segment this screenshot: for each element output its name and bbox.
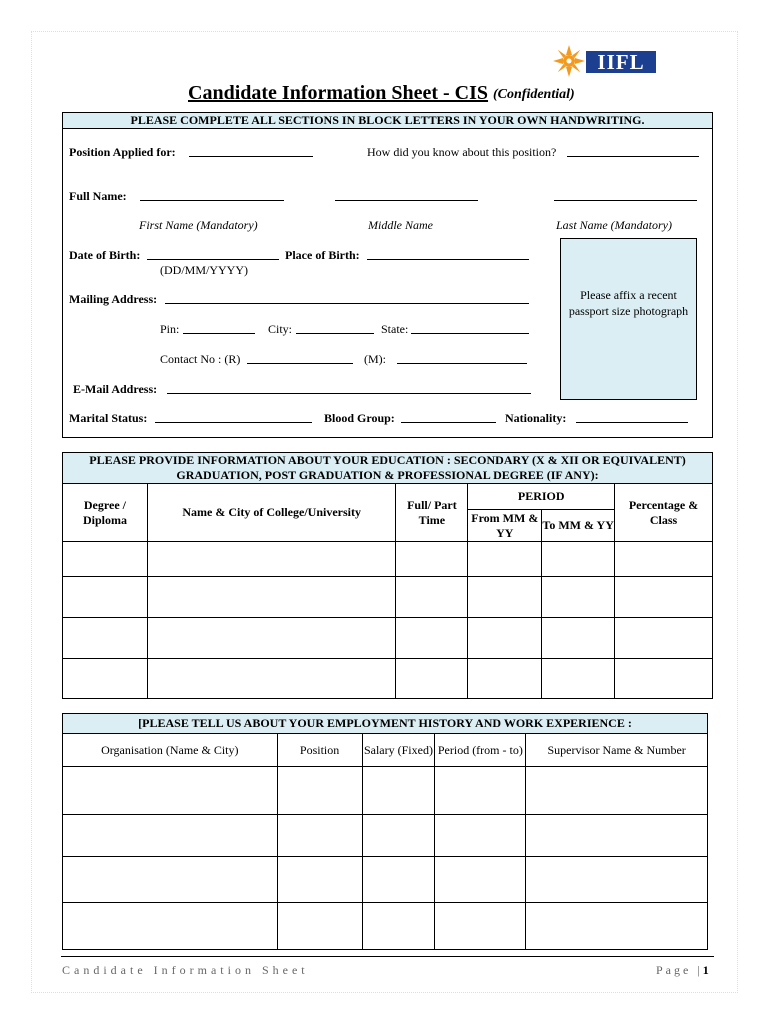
table-cell[interactable] [435, 767, 526, 815]
table-cell[interactable] [615, 577, 713, 618]
col-percentage: Percentage & Class [615, 484, 713, 542]
table-cell[interactable] [526, 767, 708, 815]
employment-table [62, 713, 708, 950]
table-cell[interactable] [277, 815, 362, 857]
col-salary: Salary (Fixed) [362, 734, 435, 767]
table-cell[interactable] [615, 659, 713, 699]
table-row [63, 542, 713, 577]
table-cell[interactable] [615, 542, 713, 577]
first-name-field[interactable] [140, 190, 284, 201]
contact-label: Contact No : (R) [160, 352, 241, 366]
table-cell[interactable] [147, 542, 396, 577]
table-cell[interactable] [63, 815, 278, 857]
table-cell[interactable] [63, 857, 278, 903]
table-row [63, 618, 713, 659]
full-name-label: Full Name: [69, 189, 127, 203]
col-supervisor: Supervisor Name & Number [526, 734, 708, 767]
education-header [63, 453, 713, 484]
table-cell[interactable] [468, 542, 542, 577]
how-know-field[interactable] [567, 146, 699, 157]
table-cell[interactable] [396, 618, 468, 659]
mobile-field[interactable] [397, 353, 527, 364]
middle-name-caption: Middle Name [368, 218, 433, 232]
table-cell[interactable] [435, 815, 526, 857]
contact-r-field[interactable] [247, 353, 353, 364]
table-row [63, 857, 708, 903]
table-cell[interactable] [396, 577, 468, 618]
table-cell[interactable] [542, 659, 615, 699]
state-field[interactable] [411, 323, 529, 334]
table-cell[interactable] [63, 767, 278, 815]
table-cell[interactable] [63, 659, 148, 699]
col-fulltime: Full/ Part Time [396, 484, 468, 542]
table-cell[interactable] [277, 857, 362, 903]
footer-page [656, 963, 712, 978]
state-label: State: [381, 322, 409, 336]
personal-info-header: PLEASE COMPLETE ALL SECTIONS IN BLOCK LETTERS IN YOUR OWN HANDWRITING. [63, 113, 712, 129]
dob-field[interactable] [147, 249, 279, 260]
page-title: Candidate Information Sheet - CIS [188, 82, 489, 104]
table-cell[interactable] [468, 577, 542, 618]
col-position: Position [277, 734, 362, 767]
footer-divider [61, 956, 714, 957]
table-cell[interactable] [526, 903, 708, 950]
table-cell[interactable] [362, 767, 435, 815]
table-cell[interactable] [615, 618, 713, 659]
employment-header: [PLEASE TELL US ABOUT YOUR EMPLOYMENT HISTORY AND WORK EXPERIENCE : [63, 714, 708, 734]
mobile-label: (M): [364, 352, 386, 366]
table-cell[interactable] [63, 903, 278, 950]
col-organisation: Organisation (Name & City) [63, 734, 278, 767]
table-row [63, 577, 713, 618]
table-cell[interactable] [277, 767, 362, 815]
table-cell[interactable] [63, 618, 148, 659]
nationality-label: Nationality: [505, 411, 567, 425]
table-cell[interactable] [362, 857, 435, 903]
table-cell[interactable] [396, 542, 468, 577]
last-name-field[interactable] [554, 190, 697, 201]
nationality-field[interactable] [576, 412, 688, 423]
col-college: Name & City of College/University [147, 484, 396, 542]
mailing-address-label: Mailing Address: [69, 292, 158, 306]
first-name-caption: First Name (Mandatory) [139, 218, 258, 232]
table-cell[interactable] [526, 815, 708, 857]
last-name-caption: Last Name (Mandatory) [556, 218, 672, 232]
photo-box[interactable]: Please affix a recent passport size photograph [560, 238, 697, 400]
table-cell[interactable] [277, 903, 362, 950]
table-cell[interactable] [362, 903, 435, 950]
page-subtitle: (Confidential) [493, 87, 575, 102]
table-row [63, 659, 713, 699]
city-label: City: [268, 322, 293, 336]
table-cell[interactable] [542, 577, 615, 618]
table-cell[interactable] [147, 618, 396, 659]
place-of-birth-field[interactable] [367, 249, 529, 260]
table-cell[interactable] [468, 618, 542, 659]
blood-group-label: Blood Group: [324, 411, 395, 425]
page-number: 1 [702, 963, 712, 977]
col-period: Period (from - to) [435, 734, 526, 767]
table-row [63, 815, 708, 857]
table-row [63, 903, 708, 950]
iifl-logo [553, 45, 657, 79]
middle-name-field[interactable] [335, 190, 478, 201]
col-degree: Degree / Diploma [63, 484, 148, 542]
place-of-birth-label: Place of Birth: [285, 248, 360, 262]
page-label: Page | [656, 963, 703, 977]
table-cell[interactable] [542, 542, 615, 577]
position-applied-label: Position Applied for: [69, 145, 176, 159]
education-header-line2: GRADUATION, POST GRADUATION & PROFESSIONAL DEGREE (IF ANY): [176, 468, 599, 482]
table-cell[interactable] [468, 659, 542, 699]
sunburst-icon [553, 45, 585, 77]
marital-status-label: Marital Status: [69, 411, 148, 425]
table-cell[interactable] [435, 903, 526, 950]
table-cell[interactable] [526, 857, 708, 903]
email-field[interactable] [167, 383, 531, 394]
table-cell[interactable] [396, 659, 468, 699]
dob-label: Date of Birth: [69, 248, 141, 262]
table-cell[interactable] [362, 815, 435, 857]
table-cell[interactable] [435, 857, 526, 903]
table-row [63, 767, 708, 815]
table-cell[interactable] [63, 577, 148, 618]
table-cell[interactable] [542, 618, 615, 659]
dob-format: (DD/MM/YYYY) [160, 263, 248, 277]
col-from: From MM & YY [468, 510, 542, 542]
email-label: E-Mail Address: [73, 382, 158, 396]
how-know-label: How did you know about this position? [367, 145, 557, 159]
table-cell[interactable] [147, 659, 396, 699]
col-to: To MM & YY [542, 510, 615, 542]
logo-text: IIFL [586, 51, 656, 73]
education-table [62, 452, 713, 699]
blood-group-field[interactable] [401, 412, 496, 423]
pin-label: Pin: [160, 322, 180, 336]
marital-status-field[interactable] [155, 412, 312, 423]
mailing-address-field[interactable] [165, 293, 529, 304]
city-field[interactable] [296, 323, 374, 334]
table-cell[interactable] [147, 577, 396, 618]
position-applied-field[interactable] [189, 146, 313, 157]
footer-title: Candidate Information Sheet [62, 963, 309, 977]
table-cell[interactable] [63, 542, 148, 577]
education-header-line1: PLEASE PROVIDE INFORMATION ABOUT YOUR EDUCATION : SECONDARY (X & XII OR EQUIVALENT) [89, 453, 686, 467]
col-period: PERIOD [468, 484, 615, 510]
pin-field[interactable] [183, 323, 255, 334]
